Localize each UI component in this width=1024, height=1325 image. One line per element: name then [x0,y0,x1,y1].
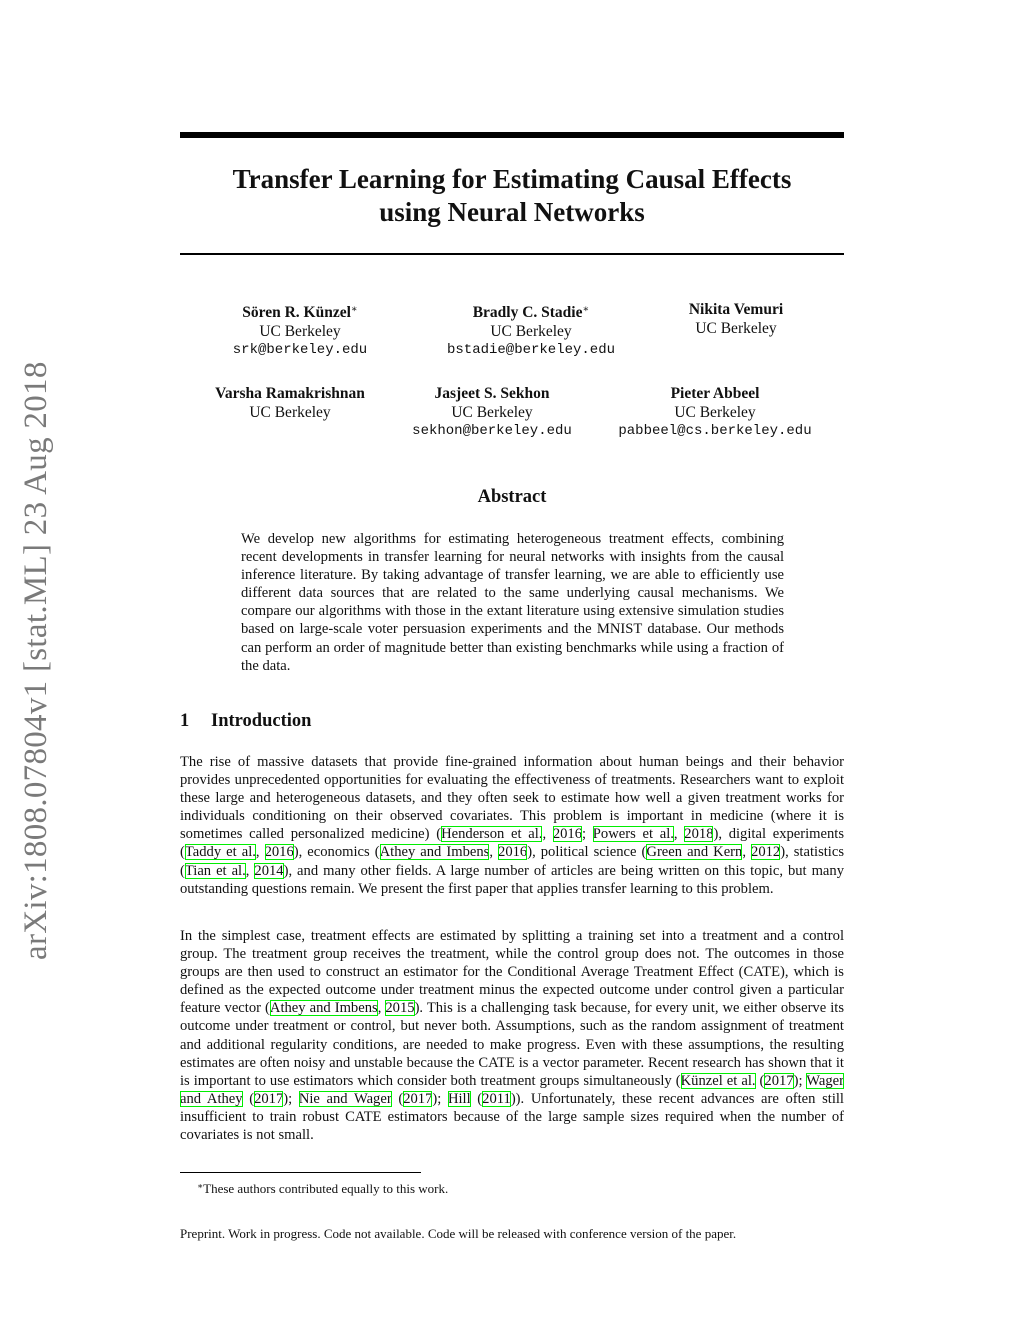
citation-link[interactable]: 2012 [751,844,781,861]
equal-contribution-mark: ∗ [350,304,358,315]
citation-link[interactable]: 2015 [385,1000,415,1017]
author-name: Pieter Abbeel [670,385,760,402]
author-block-3 [676,301,796,338]
citation-link[interactable]: Henderson et al. [441,826,543,843]
abstract-text: We develop new algorithms for estimating heterogeneous treatment effects, combining recent developments in transfer learning for neural networks with insights from the causal inference literature. By taking advantage of transfer learning, we are able to efficiently use different data sources that are related to the same underlying causal mechanisms. We compare our algorithms with those in the extant literature using extensive simulation studies based on large-scale voter persuasion experiments and the MNIST database. Our methods can perform an order of magnitude better than existing benchmarks while using a fraction of the data. [241,531,784,674]
footnote [197,1178,448,1197]
author-email[interactable]: srk@berkeley.edu [232,342,368,358]
citation-link[interactable]: Nie and Wager [298,1090,392,1107]
author-affiliation: UC Berkeley [259,322,341,340]
citation-link[interactable]: 2017 [764,1072,794,1089]
citation-link[interactable]: Taddy et al. [184,844,256,861]
author-name: Varsha Ramakrishnan [215,385,365,402]
citation-link[interactable]: Wager and Athey [180,1072,845,1107]
author-block-1 [230,301,370,360]
abstract-heading: Abstract [477,487,547,507]
author-email[interactable]: bstadie@berkeley.edu [446,342,616,358]
author-block-6 [610,385,820,441]
intro-paragraph-1: The rise of massive datasets that provide fine-grained information about human beings and their behavior provides unprecedented opportunities for evaluating the effectiveness of treatments. Researchers want to exploit these large and heterogeneous datasets, and they often seek to estimate how well a given treatment works for individuals conditioning on their observed covariates. This problem is important in medicine (where it is sometimes called personalized medicine) (Henderson et al., 2016; Powers et al., 2018), digital experiments (Taddy et al., 2016), economics (Athey and Imbens, 2016), political science (Green and Kern, 2012), statistics (Tian et al., 2014), and many other fields. A large number of articles are being written on this topic, but many outstanding questions remain. We present the first paper that applies transfer learning to this problem. [180,754,845,897]
title-bottom-rule [180,253,844,255]
section-number: 1 [180,711,190,731]
citation-link[interactable]: 2014 [254,862,284,879]
footnote-rule [180,1172,421,1173]
citation-link[interactable]: 2016 [498,844,528,861]
intro-paragraph-2: In the simplest case, treatment effects are estimated by splitting a training set into a treatment and a control group. The treatment group receives the treatment, while the control group does not. The outcomes in those groups are then used to construct an estimator for the Conditional Average Treatment Effect (CATE), which is defined as the expected outcome under treatment minus the expected outcome under control given a particular feature vector (Athey and Imbens, 2015). This is a challenging task because, for every unit, we either observe its outcome under treatment or control, but never both. Assumptions, such as the random assignment of treatment and additional regularity conditions, are needed to make progress. Even with these assumptions, the resulting estimates are often noisy and unstable because the CATE is a vector parameter. Recent research has shown that it is important to use estimators which consider both treatment groups simultaneously (Künzel et al. (2017); Wager and Athey (2017); Nie and Wager (2017); Hill (2011)). Unfortunately, these recent advances are often still insufficient to train robust CATE estimators because of the large sample sizes required when the number of covariates is not small. [180,928,845,1144]
footnote-text: These authors contributed equally to this work. [203,1181,449,1196]
citation-link[interactable]: 2017 [254,1090,284,1107]
citation-link[interactable]: Athey and Imbens [269,1000,378,1017]
author-block-5 [406,385,578,441]
title-line-2: using Neural Networks [379,197,645,227]
citation-link[interactable]: 2011 [482,1090,511,1107]
section-heading-introduction [180,711,311,732]
citation-link[interactable]: Tian et al. [184,862,246,879]
title-line-1: Transfer Learning for Estimating Causal Effects [232,164,792,194]
citation-link[interactable]: Künzel et al. [680,1072,756,1089]
citation-link[interactable]: 2016 [264,844,294,861]
author-affiliation: UC Berkeley [249,403,331,421]
author-name: Nikita Vemuri [688,301,784,318]
citation-link[interactable]: Athey and Imbens [379,844,490,861]
author-affiliation: UC Berkeley [695,319,777,337]
citation-link[interactable]: Hill [447,1090,471,1107]
citation-link[interactable]: Powers et al. [592,826,674,843]
author-affiliation: UC Berkeley [674,403,756,421]
author-block-4 [205,385,375,422]
citation-link[interactable]: Green and Kern [646,844,743,861]
author-affiliation: UC Berkeley [490,322,572,340]
preprint-note: Preprint. Work in progress. Code not available. Code will be released with conference version of the paper. [180,1226,737,1241]
footnote-mark: ∗ [197,1181,204,1191]
title-top-rule [180,132,844,138]
author-email[interactable]: pabbeel@cs.berkeley.edu [618,423,812,439]
citation-link[interactable]: 2016 [552,826,583,843]
author-name: Bradly C. Stadie∗ [472,304,590,321]
equal-contribution-mark: ∗ [582,304,590,315]
arxiv-identifier: arXiv:1808.07804v1 [stat.ML] 23 Aug 2018 [18,361,54,960]
paper-title [180,163,844,229]
author-name: Jasjeet S. Sekhon [434,385,550,402]
author-name: Sören R. Künzel∗ [242,304,358,321]
citation-link[interactable]: 2017 [403,1090,433,1107]
citation-link[interactable]: 2018 [684,826,714,843]
author-email[interactable]: sekhon@berkeley.edu [412,423,572,439]
section-title: Introduction [211,711,312,731]
author-block-2 [441,301,621,360]
author-affiliation: UC Berkeley [451,403,533,421]
